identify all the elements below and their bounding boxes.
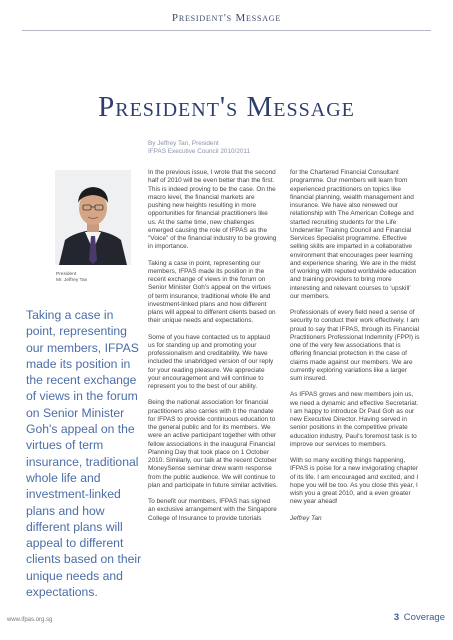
caption-role: President [56,272,77,277]
paragraph: Being the national association for financial practitioners also carries with it the mandate for IFPAS to provide continuous education to the general public and for its members. We were an active participant together with other fellow associations in the inaugural Financial Planning Day that took place on 1 October 2010. Similarly, our talk at the recent October MoneySense seminar drew warm response from the public audience. We will continue to plan and participate in future similar activities. [148,399,278,489]
paragraph: With so many exciting things happening, IFPAS is poise for a new invigorating chapter of its life. I am encouraged and excited, and I hope you will be too. As you close this year, I wish you a great 2010, and a even greater new year ahead! [290,457,419,506]
paragraph: In the previous issue, I wrote that the second half of 2010 will be even better than the first. This is indeed proving to be the case. On the macro level, the financial markets are pushing new heights resulting in more opportunities for financial practitioners like us. At the same time, new challenges emerged causing the role of IFPAS as the "Voice" of the financial industry to be growing in importance. [148,169,277,251]
paragraph: Professionals of every field need a sense of security to conduct their work effectively. I am proud to say that IFPAS, through its Financial Practitioners Professional Indemnity (FPPI) is one of the very few associations that is offering financial protection in the case of claims made against our members. We are currently exploring variations like a larger sum insured. [290,309,420,382]
portrait-caption [56,272,136,284]
article-column-1 [148,169,278,531]
byline-author: By Jeffrey Tan, President [148,140,219,147]
pull-quote: Taking a case in point, representing our members, IFPAS made its position in the recent exchange of views in the forum on Senior Minister Goh's appeal on the virtues of term insurance, traditional whole life and investment-linked plans and how different plans will appeal to different clients based on their unique needs and expectations. [26,308,142,600]
page-title: President's Message [98,91,355,124]
paragraph: To benefit our members, IFPAS has signed an exclusive arrangement with the Singapore College of Insurance to provide tutorials [148,498,277,522]
caption-name: Mr. Jeffrey Tan [56,278,88,283]
footer-url[interactable]: www.ifpas.org.sg [7,617,53,623]
portrait-image [55,170,131,265]
paragraph: Taking a case in point, representing our members, IFPAS made its position in the recent exchange of views in the forum on Senior Minister Goh's appeal on the virtues of term insurance, traditional whole life and investment-linked plans and how different plans will appeal to different clients based on their unique needs and expectations. [148,259,276,325]
paragraph: for the Chartered Financial Consultant programme. Our members will learn from experienced practitioners on topics like financial planning, wealth management and insurance. We have also renewed our relationship with The American College and started recruiting students for the Life Underwriter Training Council and Financial Services Specialist programme. Effective selling skills are imparted in a collaborative environment that encourages peer learning and experience sharing. We are in the midst of working with reputed worldwide education and training providers to bring more interesting and relevant courses to 'upskill' our members. [290,169,417,300]
signature: Jeffrey Tan [290,514,322,522]
header-rule [22,30,431,31]
byline-position: IFPAS Executive Council 2010/2011 [148,148,251,156]
president-portrait [55,170,131,265]
article-column-2 [290,169,420,531]
byline [148,140,308,156]
paragraph: Some of you have contacted us to applaud us for standing up and promoting your professionalism and creditability. We have included the unabridged version of our reply for your reading pleasure. We appreciate your encouragement and will continue to represent you to the best of our ability. [148,333,274,390]
page-number: 3 [393,612,400,623]
paragraph: As IFPAS grows and new members join us, we need a dynamic and effective Secretariat. I am happy to introduce Dr Paul Goh as our new Executive Director. Having served in senior positions in the competitive private education industry, Paul's foremost task is to improve our services to members. [290,391,419,448]
running-header: President's Message [171,12,282,24]
footer-page-label [394,612,445,623]
publication-name: Coverage [403,612,445,623]
